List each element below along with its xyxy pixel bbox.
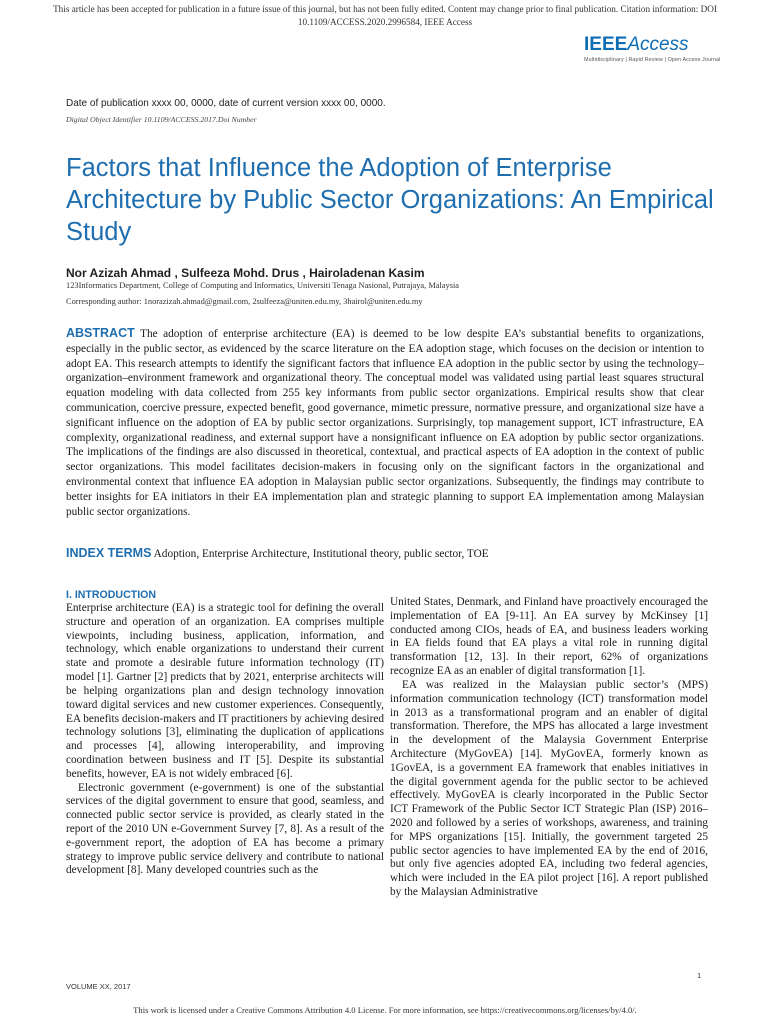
section-heading-introduction: I. INTRODUCTION xyxy=(66,589,157,601)
volume-label: VOLUME XX, 2017 xyxy=(66,982,131,991)
corresponding-author: Corresponding author: 1norazizah.ahmad@gmail.com, 2sulfeeza@uniten.edu.my, 3hairol@uniten.edu.my xyxy=(66,297,423,306)
paper-title: Factors that Influence the Adoption of Enterprise Architecture by Public Sector Organizations: An Empirical Study xyxy=(66,154,714,246)
license-notice: This work is licensed under a Creative Commons Attribution 4.0 License. For more information, see https://creativecommons.org/licenses/by/4.0/. xyxy=(133,1005,637,1015)
body-paragraph: Electronic government (e-government) is one of the substantial services of the digital government to ensure that good, seamless, and connected public sector service is provided, as clearly stated in the report of the 2010 UN e-Government Survey [7, 8]. As a result of the e-government report, the adoption of EA has become a primary strategy to improve public service delivery and contribute to national development [8]. Many developed countries such as the xyxy=(66,781,384,877)
body-column-left xyxy=(66,588,384,878)
journal-logo-wordmark xyxy=(584,34,734,56)
logo-ieee-text: IEEE xyxy=(584,34,628,55)
journal-logo xyxy=(584,34,734,63)
page-number: 1 xyxy=(697,971,702,980)
index-terms xyxy=(66,546,704,560)
logo-access-text: Access xyxy=(627,34,689,55)
publication-dateline: Date of publication xxxx 00, 0000, date of current version xxxx 00, 0000. xyxy=(66,98,386,109)
abstract xyxy=(66,326,704,519)
body-paragraph: Enterprise architecture (EA) is a strategic tool for defining the overall structure and operation of an organization. EA comprises multiple viewpoints, including business, application, information, and technology, which enable organizations to understand their current state and promote a desirable future information technology (IT) model [1]. Gartner [2] predicts that by 2021, enterprise architects will be helping organizations plan and design technology innovation toward digital services and new customer experiences. Consequently, EA benefits decision-makers and IT practitioners by achieving desired technology solutions [3], eliminating the duplication of applications and processes [4], allowing interoperability, and improving coordination between business and IT [5]. Despite its substantial benefits, however, EA is not widely embraced [6]. xyxy=(66,602,384,780)
index-terms-text: Adoption, Enterprise Architecture, Institutional theory, public sector, TOE xyxy=(153,548,489,560)
body-paragraph: United States, Denmark, and Finland have proactively encouraged the implementation of EA [9-11]. An EA survey by McKinsey [1] conducted among CIOs, heads of EA, and business leaders working in EA fields found that EA plays a vital role in running digital transformation [12, 13]. In their report, 62% of organizations recognize EA as an enabler of digital transformation [1]. xyxy=(390,596,708,678)
body-paragraph: EA was realized in the Malaysian public sector’s (MPS) information communication technology (ICT) transformation model in 2013 as a transformational program and an enabler of digital transformation. Therefore, the MPS has allocated a large investment in the development of the Malaysia Government Enterprise Architecture (MyGovEA) [14]. MyGovEA, formerly known as 1GovEA, is a government EA framework that enables initiatives in the digital government agenda for the public sector to be achieved effectively. MyGovEA is clearly incorporated in the Public Sector ICT Framework of the Public Sector ICT Strategic Plan (ISP) 2016–2020 and followed by a series of workshops, awareness, and training for MPS organizations [15]. Initially, the government targeted 25 public sector agencies to have implemented EA by the end of 2016, but only five agencies adopted EA, including two federal agencies, which were included in the EA pilot project [16]. A report published by the Malaysian Administrative xyxy=(390,678,708,899)
doi-line: Digital Object Identifier 10.1109/ACCESS.2017.Doi Number xyxy=(66,115,257,124)
abstract-label: ABSTRACT xyxy=(66,326,135,340)
publication-notice: This article has been accepted for publication in a future issue of this journal, but has not been fully edited. Content may change prior to final publication. Citation information: DOI 10.1109/ACCESS.2020.2996584, IEEE Access xyxy=(53,4,717,27)
logo-tagline: Multidisciplinary | Rapid Review | Open Access Journal xyxy=(584,57,721,63)
index-terms-label: INDEX TERMS xyxy=(66,546,152,560)
body-column-right xyxy=(390,596,708,900)
abstract-text: The adoption of enterprise architecture (EA) is deemed to be low despite EA’s substantial benefits to organizations, especially in the public sector, as evidenced by the scarce literature on the EA adoption stage, which focuses on the decision or intention to adopt EA. This research attempts to identify the significant factors that influence EA adoption in the public sector by using the technology–organization–environment framework and organizational theory. The conceptual model was validated using partial least squares structural equation modeling with data collected from 255 key informants from public sector organizations. Empirical results show that clear communication, coercive pressure, expected benefit, good governance, mimetic pressure, normative pressure, and organizational size have a significant influence on the adoption of EA by public sector organizations. Surprisingly, top management support, ICT infrastructure, EA complexity, organizational readiness, and external support have a nonsignificant influence on EA adoption by public sector organizations. The implications of the findings are also discussed in theoretical, contextual, and practical aspects of EA adoption in the context of public sector organizations. This model facilitates decision-makers in focusing only on the significant factors in the organizational and environmental context that influence EA adoption in Malaysian public sector organizations. Subsequently, the findings may contribute to better insights for EA initiators in their EA implementation plan and strategic planning to support EA implementation among Malaysian public sector organizations. xyxy=(66,328,704,518)
affiliation: 123Informatics Department, College of Computing and Informatics, Universiti Tenaga Nasional, Putrajaya, Malaysia xyxy=(66,281,460,290)
author-list: Nor Azizah Ahmad , Sulfeeza Mohd. Drus , Hairoladenan Kasim xyxy=(66,266,425,280)
